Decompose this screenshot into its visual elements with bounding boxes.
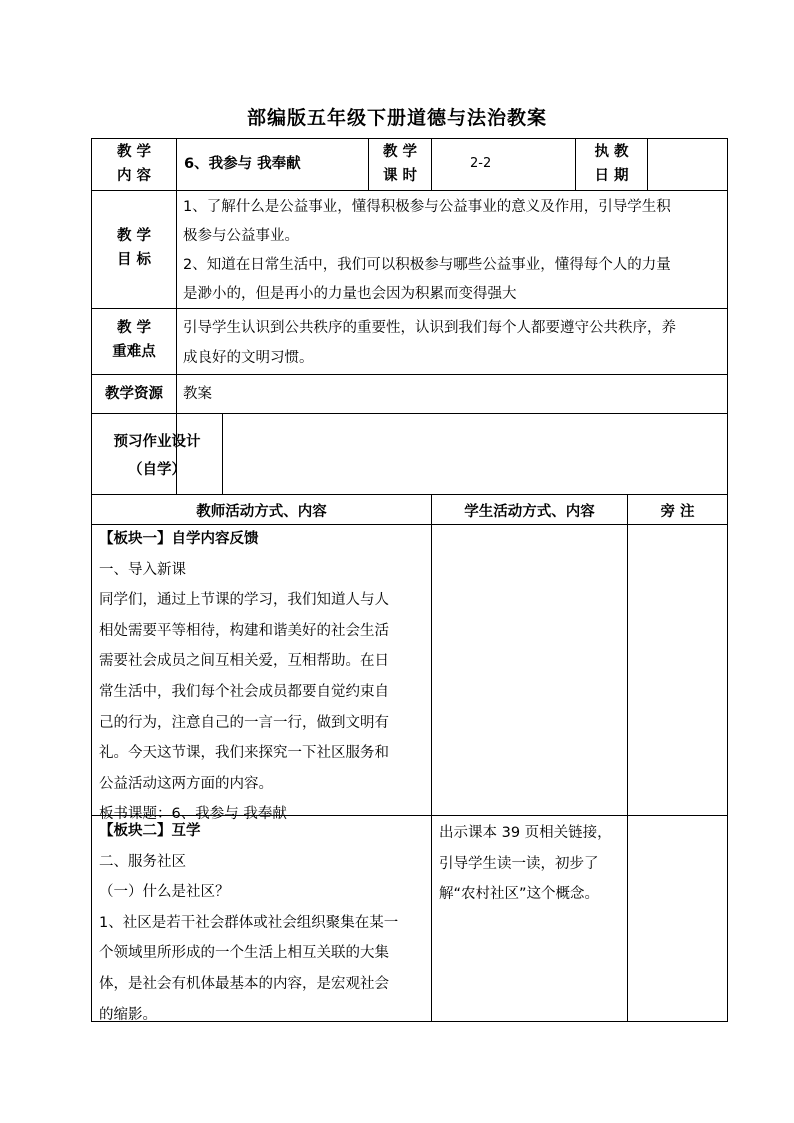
- goals-line: 是渺小的，但是再小的力量也会因为积累而变得强大: [183, 286, 517, 302]
- content-label-line: 内 容: [116, 168, 152, 184]
- key-points-label-line: 教 学: [116, 320, 152, 336]
- block2-heading: 【板块二】互学: [99, 823, 201, 839]
- resources-label: 教学资源: [105, 386, 163, 402]
- block2-line: 1、社区是若干社会群体或社会组织聚集在某一: [99, 914, 399, 931]
- column-divider: [431, 138, 432, 191]
- block1-teacher-content: [99, 524, 429, 823]
- block1-student-content: [438, 530, 624, 810]
- goals-line: 2、知道在日常生活中，我们可以积极参与哪些公益事业，懂得每个人的力量: [183, 257, 671, 273]
- content-value: 6、我参与 我奉献: [184, 156, 301, 172]
- block1-line: 同学们，通过上节课的学习，我们知道人与人: [99, 592, 389, 609]
- block2-teacher-content: [99, 816, 429, 1023]
- block2-student-line: 解“农村社区”这个概念。: [439, 886, 600, 903]
- key-points-line: 引导学生认识到公共秩序的重要性，认识到我们每个人都要遵守公共秩序，养: [183, 320, 676, 336]
- period-label-line: 教 学: [382, 144, 418, 160]
- period-label-line: 课 时: [382, 168, 418, 184]
- block2-line: 个领域里所形成的一个生活上相互关联的大集: [99, 945, 389, 962]
- column-divider: [431, 494, 432, 1022]
- block1-line: 相处需要平等相待，构建和谐美好的社会生活: [99, 622, 389, 639]
- block2-student-content: [439, 818, 626, 918]
- goals-label-line: 目 标: [116, 252, 152, 268]
- key-points-line: 成良好的文明习惯。: [183, 350, 314, 366]
- date-label-line: 日 期: [594, 168, 629, 184]
- resources-value: 教案: [183, 386, 212, 402]
- content-label-line: 教 学: [116, 144, 152, 160]
- period-value: 2-2: [470, 156, 492, 171]
- table-border-right: [727, 138, 728, 1022]
- block1-line: 板书课题：6、我参与 我奉献: [99, 806, 287, 823]
- block1-heading: 【板块一】自学内容反馈: [99, 531, 259, 547]
- block2-student-line: 引导学生读一读，初步了: [439, 855, 599, 872]
- block1-line: 礼。今天这节课，我们来探究一下社区服务和: [99, 745, 389, 762]
- goals-line: 1、了解什么是公益事业，懂得积极参与公益事业的意义及作用，引导学生积: [183, 199, 671, 215]
- date-label: [576, 140, 647, 190]
- row-divider: [91, 190, 728, 191]
- student-column-header: 学生活动方式、内容: [464, 504, 595, 520]
- block2-line: 二、服务社区: [99, 853, 186, 870]
- block2-line: （一）什么是社区？: [99, 884, 230, 901]
- block2-student-line: 出示课本 39 页相关链接，: [439, 825, 612, 841]
- row-divider: [91, 494, 728, 495]
- goals-text: [183, 193, 727, 309]
- block2-notes: [634, 820, 724, 1010]
- block1-line: 常生活中，我们每个社会成员都要自觉约束自: [99, 683, 389, 700]
- teacher-column-header: 教师活动方式、内容: [196, 504, 327, 520]
- block1-line: 公益活动这两方面的内容。: [99, 775, 273, 792]
- row-divider: [91, 374, 728, 375]
- block1-line: 己的行为，注意自己的一言一行，做到文明有: [99, 714, 389, 731]
- notes-column-header: 旁 注: [660, 504, 695, 520]
- block2-line: 体，是社会有机体最基本的内容，是宏观社会: [99, 975, 389, 992]
- key-points-text: [183, 313, 727, 373]
- block1-line: 一、导入新课: [99, 561, 186, 578]
- preview-value: [223, 430, 723, 486]
- date-label-line: 执 教: [594, 144, 629, 160]
- block1-line: 需要社会成员之间互相关爱，互相帮助。在日: [99, 653, 389, 670]
- preview-label-line: 预习作业设计: [113, 434, 201, 450]
- column-divider: [627, 494, 628, 1022]
- block1-notes: [634, 530, 724, 810]
- goals-label-line: 教 学: [116, 228, 152, 244]
- block2-line: 的缩影。: [99, 1006, 157, 1023]
- content-label: [92, 140, 176, 190]
- key-points-label-line: 重难点: [112, 344, 156, 360]
- row-divider: [91, 413, 728, 414]
- preview-label: [92, 428, 222, 484]
- preview-label-line: （自学）: [128, 462, 186, 478]
- table-border-top: [91, 138, 728, 139]
- key-points-label: [92, 316, 176, 366]
- goals-label: [92, 224, 176, 274]
- period-label: [369, 140, 431, 190]
- date-value: [648, 152, 726, 178]
- document-title: 部编版五年级下册道德与法治教案: [246, 107, 547, 129]
- goals-line: 极参与公益事业。: [183, 228, 299, 244]
